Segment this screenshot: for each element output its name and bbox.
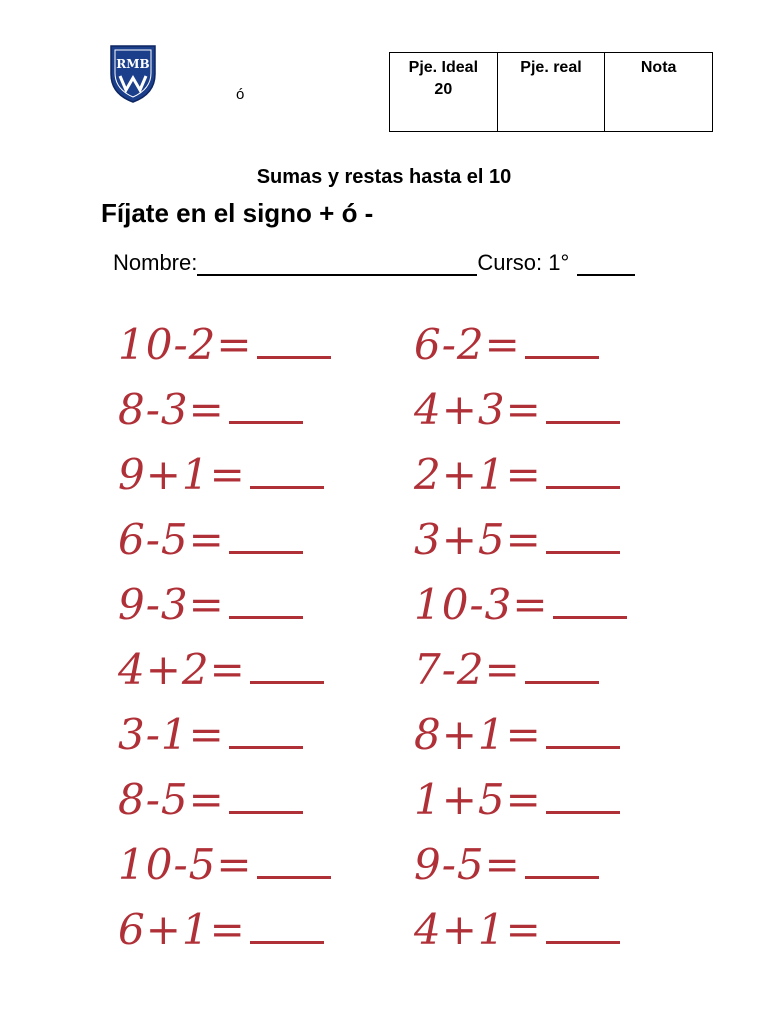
exercise-item[interactable] [118, 905, 324, 954]
exercise-expression: 4+3= [414, 385, 542, 434]
answer-blank[interactable] [229, 781, 303, 814]
exercise-item[interactable] [118, 515, 303, 564]
answer-blank[interactable] [250, 456, 324, 489]
exercise-expression: 9-3= [118, 580, 225, 629]
exercise-item[interactable] [414, 645, 599, 694]
exercise-item[interactable] [118, 840, 331, 889]
exercise-expression: 10-3= [414, 580, 549, 629]
exercise-expression: 2+1= [414, 450, 542, 499]
exercise-expression: 9+1= [118, 450, 246, 499]
answer-blank[interactable] [257, 326, 331, 359]
exercise-item[interactable] [414, 385, 620, 434]
answer-blank[interactable] [546, 521, 620, 554]
answer-blank[interactable] [229, 521, 303, 554]
exercise-item[interactable] [414, 775, 620, 824]
exercise-item[interactable] [118, 645, 324, 694]
answer-blank[interactable] [229, 586, 303, 619]
exercise-expression: 3+5= [414, 515, 542, 564]
exercise-expression: 7-2= [414, 645, 521, 694]
exercise-item[interactable] [118, 580, 303, 629]
name-label: Nombre: [113, 250, 198, 275]
answer-blank[interactable] [546, 391, 620, 424]
course-label: Curso: 1° [477, 250, 570, 275]
answer-blank[interactable] [229, 391, 303, 424]
exercise-expression: 4+1= [414, 905, 542, 954]
score-table [389, 52, 713, 132]
exercise-item[interactable] [414, 450, 620, 499]
answer-blank[interactable] [525, 846, 599, 879]
exercise-item[interactable] [118, 320, 331, 369]
score-label: Pje. real [520, 59, 582, 76]
score-label: Nota [640, 59, 677, 76]
answer-blank[interactable] [546, 456, 620, 489]
answer-blank[interactable] [546, 716, 620, 749]
school-logo [108, 44, 158, 104]
score-label: Pje. Ideal [408, 59, 479, 76]
exercise-expression: 8-5= [118, 775, 225, 824]
student-form [113, 250, 635, 276]
exercise-expression: 6-2= [414, 320, 521, 369]
worksheet-title: Sumas y restas hasta el 10 [256, 166, 512, 188]
exercise-item[interactable] [414, 515, 620, 564]
name-blank[interactable] [197, 250, 477, 276]
stray-character: ó [236, 86, 245, 103]
exercise-expression: 4+2= [118, 645, 246, 694]
answer-blank[interactable] [525, 326, 599, 359]
answer-blank[interactable] [250, 911, 324, 944]
exercise-expression: 8+1= [414, 710, 542, 759]
exercise-expression: 1+5= [414, 775, 542, 824]
answer-blank[interactable] [553, 586, 627, 619]
exercise-expression: 6+1= [118, 905, 246, 954]
exercise-item[interactable] [118, 775, 303, 824]
exercise-expression: 6-5= [118, 515, 225, 564]
score-value: 20 [434, 81, 453, 98]
course-blank[interactable] [577, 250, 635, 276]
exercise-item[interactable] [414, 840, 599, 889]
answer-blank[interactable] [546, 781, 620, 814]
logo-text: RMB [116, 57, 150, 71]
worksheet-subtitle: Fíjate en el signo + ó - [101, 198, 374, 228]
answer-blank[interactable] [525, 651, 599, 684]
score-cell-nota[interactable] [605, 53, 713, 132]
exercise-expression: 10-5= [118, 840, 253, 889]
exercise-item[interactable] [118, 385, 303, 434]
exercise-item[interactable] [414, 320, 599, 369]
exercise-item[interactable] [414, 905, 620, 954]
answer-blank[interactable] [229, 716, 303, 749]
score-cell-ideal [390, 53, 498, 132]
exercise-expression: 8-3= [118, 385, 225, 434]
exercise-expression: 9-5= [414, 840, 521, 889]
exercise-item[interactable] [118, 710, 303, 759]
score-cell-real[interactable] [497, 53, 605, 132]
exercise-expression: 10-2= [118, 320, 253, 369]
exercise-item[interactable] [414, 710, 620, 759]
exercise-expression: 3-1= [118, 710, 225, 759]
answer-blank[interactable] [250, 651, 324, 684]
exercise-item[interactable] [414, 580, 627, 629]
exercise-item[interactable] [118, 450, 324, 499]
answer-blank[interactable] [257, 846, 331, 879]
answer-blank[interactable] [546, 911, 620, 944]
